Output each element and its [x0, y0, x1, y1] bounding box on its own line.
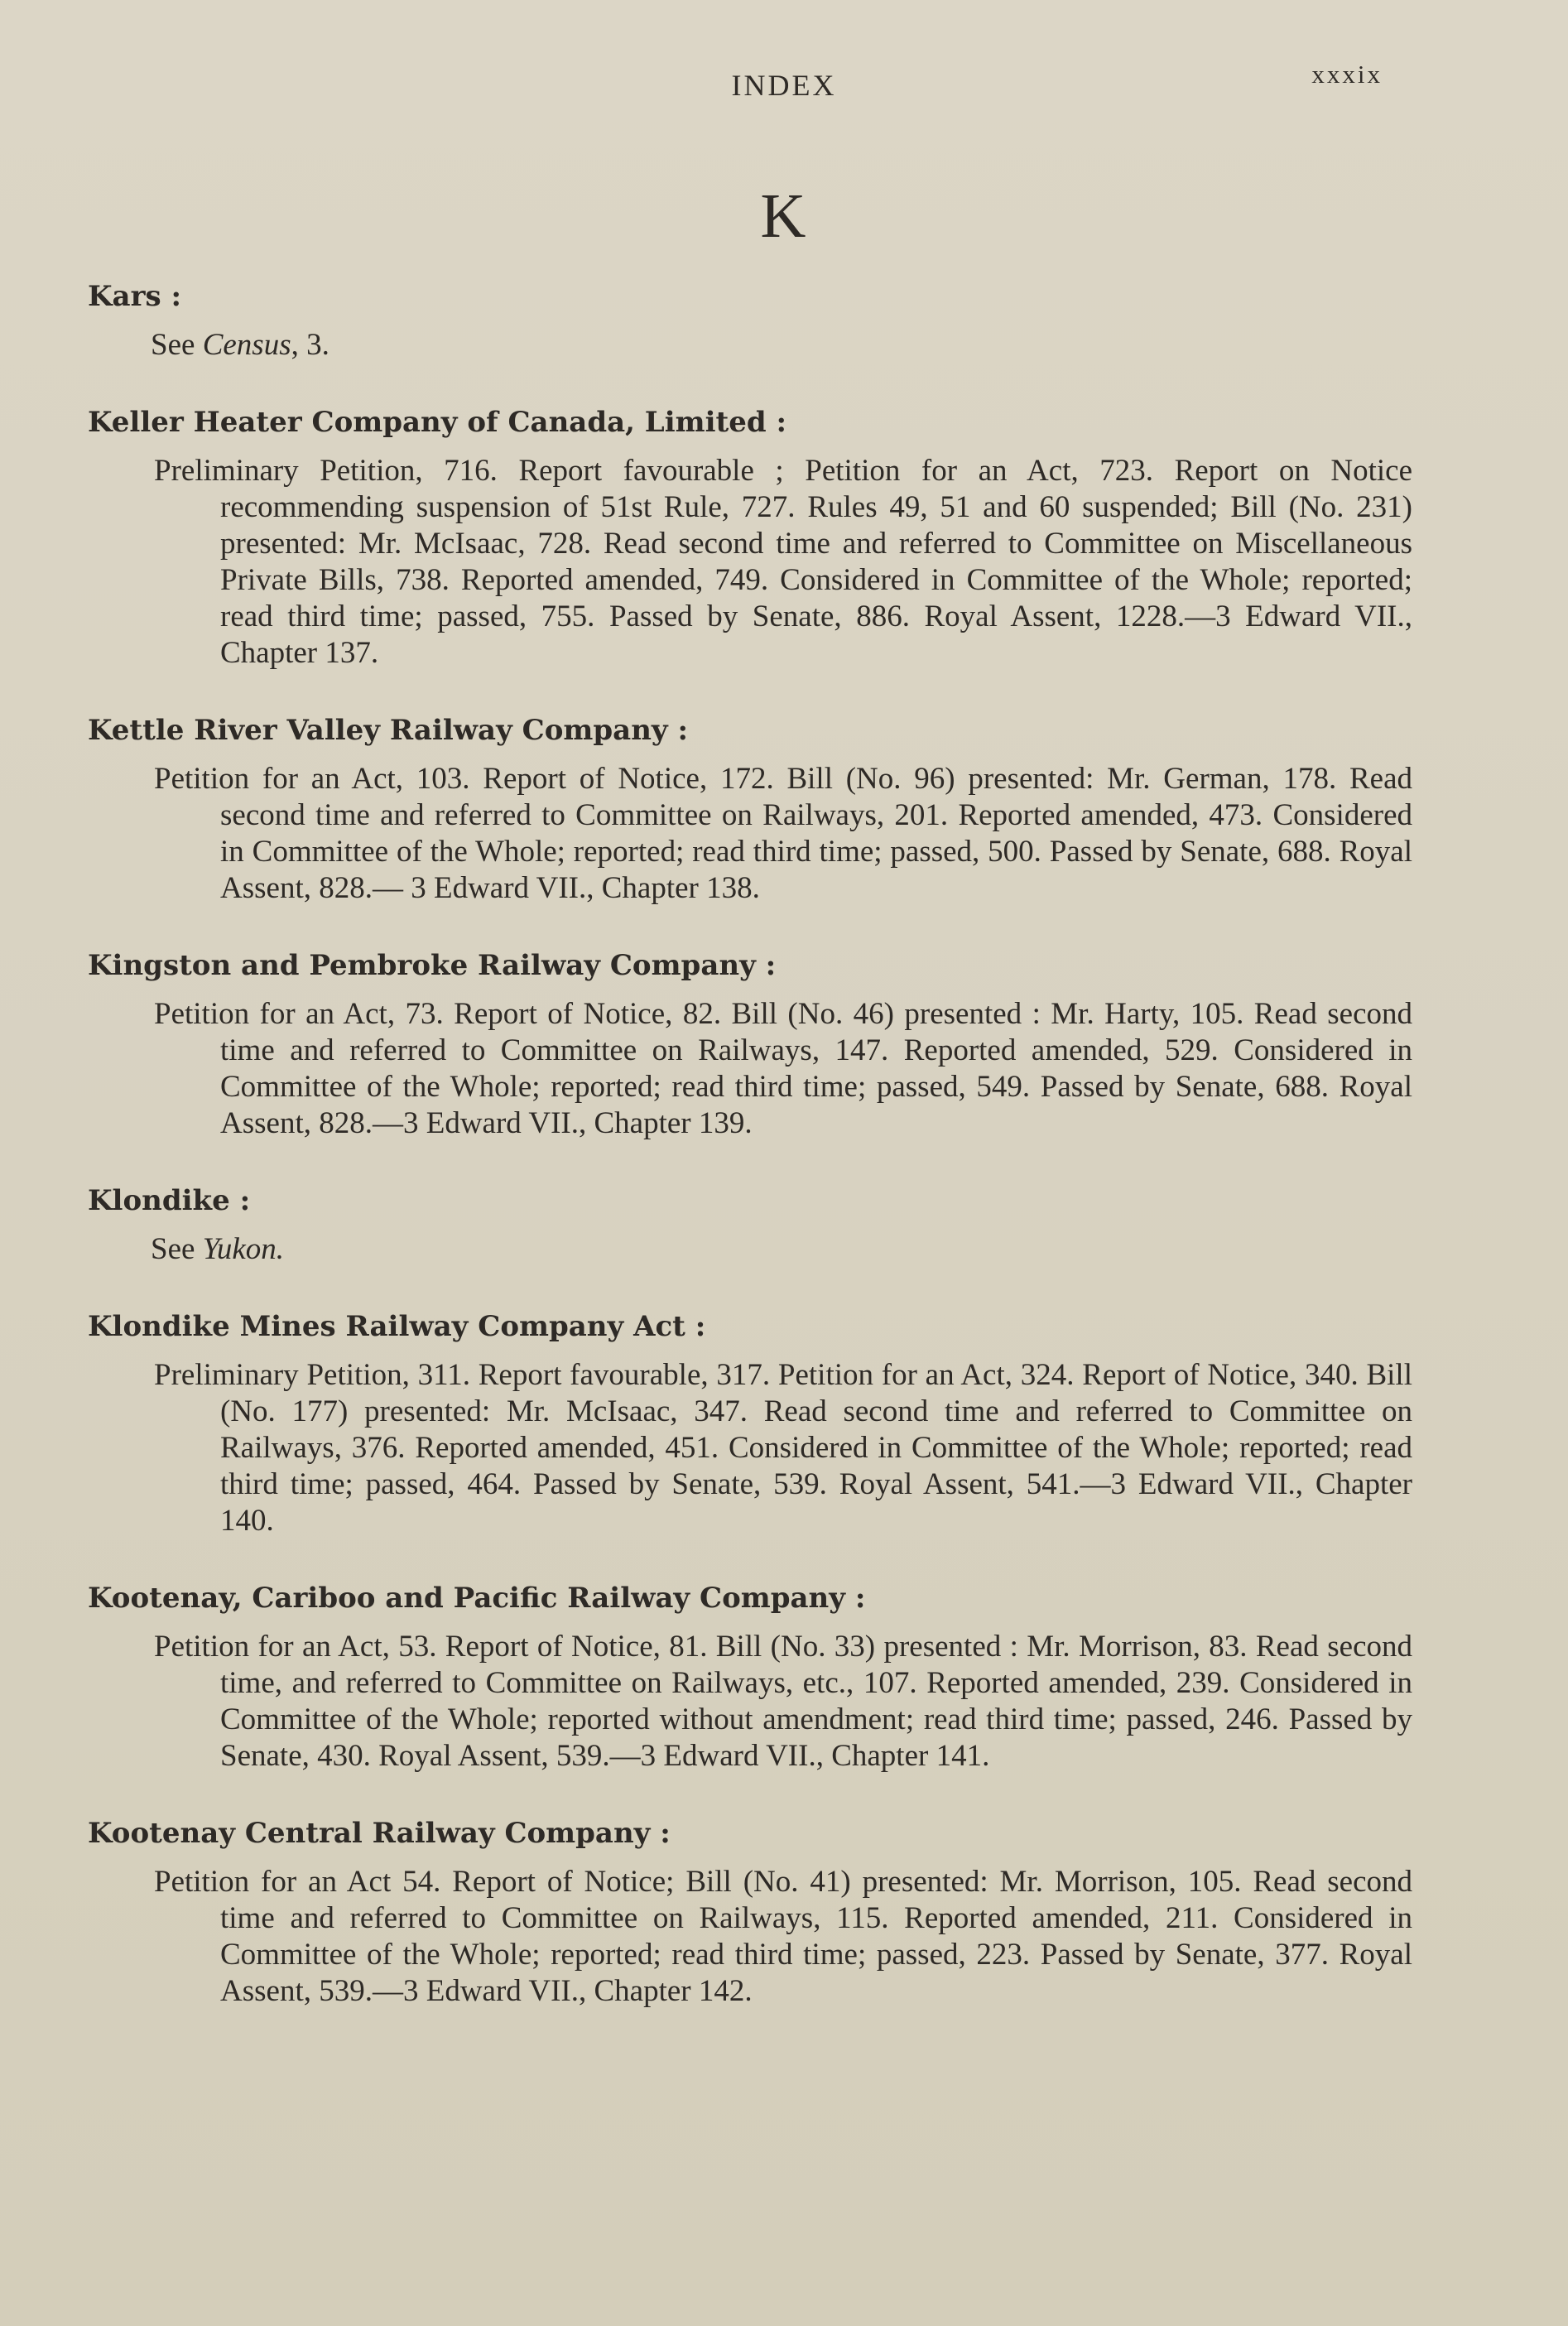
- entry-heading: Kootenay, Cariboo and Pacific Railway Company :: [88, 1582, 866, 1615]
- page-number: xxxix: [1311, 60, 1383, 89]
- see-prefix: See: [151, 328, 195, 362]
- index-entry: [88, 946, 1412, 1142]
- entry-cross-reference: [88, 327, 1412, 364]
- entry-body: Petition for an Act, 103. Report of Notice, 172. Bill (No. 96) presented: Mr. German, 178. Read second time and referred to Committee on Railways, 201. Reported amended, 473. Considered in Committee of the Whole; reported; read third time; passed, 500. Passed by Senate, 688. Royal Assent, 828.— 3 Edward VII., Chapter 138.: [154, 762, 1412, 905]
- index-entry: [88, 1814, 1412, 2010]
- running-header: INDEX: [731, 69, 837, 102]
- entry-heading: Kettle River Valley Railway Company :: [88, 714, 689, 747]
- see-reference: Census: [202, 328, 291, 362]
- entry-body: Petition for an Act, 73. Report of Notice, 82. Bill (No. 46) presented : Mr. Harty, 105. Read second time and referred to Committee on Railways, 147. Reported amended, 529. Considered in Committee of the Whole; reported; read third time; passed, 549. Passed by Senate, 688. Royal Assent, 828.—3 Edward VII., Chapter 139.: [154, 997, 1412, 1140]
- entry-heading: Klondike Mines Railway Company Act :: [88, 1310, 706, 1343]
- see-suffix: , 3.: [291, 328, 329, 362]
- entry-heading: Kootenay Central Railway Company :: [88, 1817, 671, 1850]
- see-prefix: See: [151, 1232, 195, 1266]
- index-entry: [88, 711, 1412, 907]
- entry-cross-reference: [88, 1231, 1412, 1268]
- entry-body: Petition for an Act, 53. Report of Notice, 81. Bill (No. 33) presented : Mr. Morrison, 83. Read second time, and referred to Committee on Railways, etc., 107. Reported amended, 239. Considered in Committee of the Whole; reported without amendment; read third time; passed, 246. Passed by Senate, 430. Royal Assent, 539.—3 Edward VII., Chapter 141.: [154, 1630, 1412, 1773]
- see-reference: Yukon.: [202, 1232, 285, 1266]
- entry-heading: Kingston and Pembroke Railway Company :: [88, 949, 777, 982]
- index-entry: [88, 1579, 1412, 1775]
- entry-body: Preliminary Petition, 716. Report favourable ; Petition for an Act, 723. Report on Notice recommending suspension of 51st Rule, 727. Rules 49, 51 and 60 suspended; Bill (No. 231) presented: Mr. McIsaac, 728. Read second time and referred to Committee on Miscellaneous Private Bills, 738. Reported amended, 749. Considered in Committee of the Whole; reported; read third time; passed, 755. Passed by Senate, 886. Royal Assent, 1228.—3 Edward VII., Chapter 137.: [154, 454, 1412, 670]
- index-entry: [88, 1307, 1412, 1539]
- entry-heading: Kars :: [88, 280, 182, 313]
- index-entry: [88, 1182, 1412, 1268]
- entry-body: Petition for an Act 54. Report of Notice; Bill (No. 41) presented: Mr. Morrison, 105. Read second time and referred to Committee on Railways, 115. Reported amended, 211. Considered in Committee of the Whole; reported; read third time; passed, 223. Passed by Senate, 377. Royal Assent, 539.—3 Edward VII., Chapter 142.: [154, 1865, 1412, 2008]
- index-entry: [88, 277, 1412, 364]
- index-entries: [88, 277, 1412, 2049]
- section-letter: K: [760, 181, 808, 251]
- index-entry: [88, 403, 1412, 672]
- entry-heading: Klondike :: [88, 1184, 251, 1217]
- entry-heading: Keller Heater Company of Canada, Limited :: [88, 406, 787, 439]
- entry-body: Preliminary Petition, 311. Report favourable, 317. Petition for an Act, 324. Report of Notice, 340. Bill (No. 177) presented: Mr. McIsaac, 347. Read second time and referred to Committee on Railways, 376. Reported amended, 451. Considered in Committee of the Whole; reported; read third time; passed, 464. Passed by Senate, 539. Royal Assent, 541.—3 Edward VII., Chapter 140.: [154, 1358, 1412, 1538]
